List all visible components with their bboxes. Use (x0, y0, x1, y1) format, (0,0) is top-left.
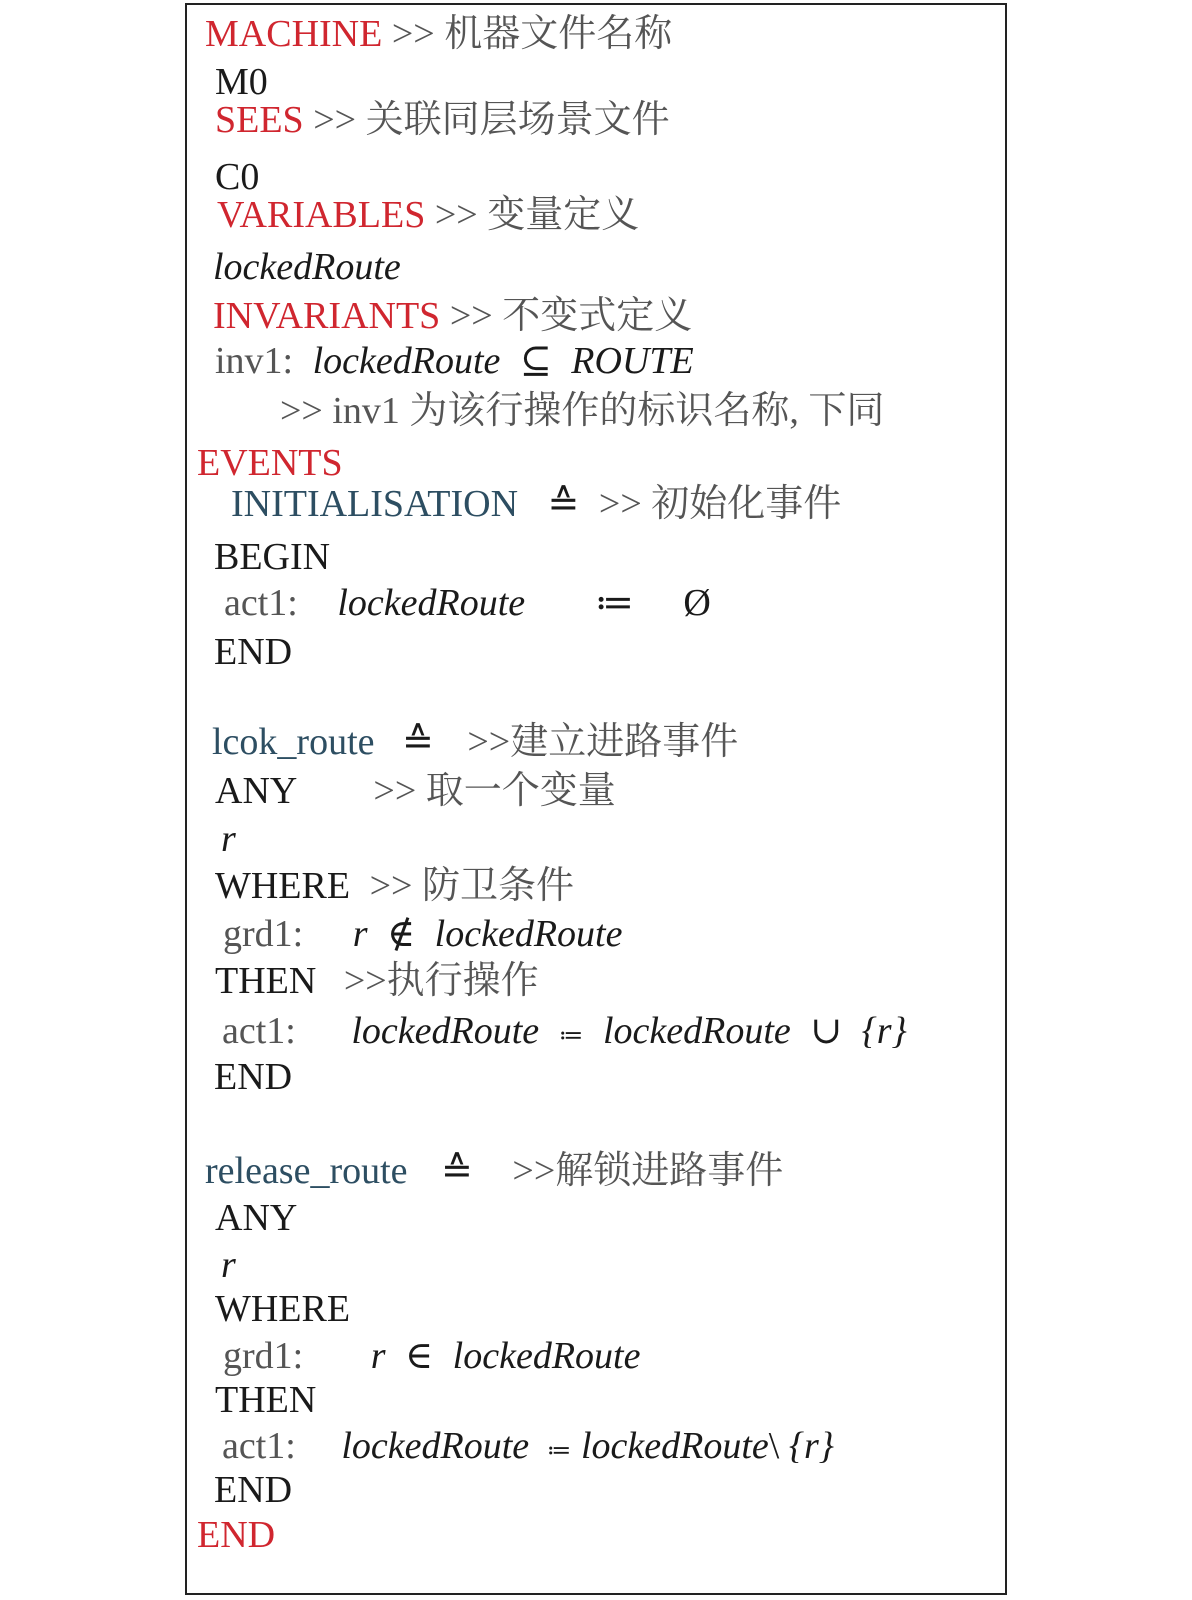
release-grd1-in-symbol: ∈ (405, 1335, 434, 1377)
machine-end-keyword: END (197, 1514, 276, 1556)
initialisation-name: INITIALISATION (231, 483, 519, 525)
lock-act1-label: act1: (222, 1010, 296, 1052)
release-act1-var: lockedRoute (341, 1425, 530, 1467)
inv1-rhs: ROUTE (571, 340, 694, 382)
lock-act1-expr-var: lockedRoute (602, 1010, 791, 1052)
invariants-keyword: INVARIANTS (213, 295, 441, 337)
init-act1-assign: ≔ (594, 582, 634, 624)
events-keyword: EVENTS (197, 442, 343, 484)
release-grd1-lhs: r (370, 1335, 386, 1377)
lock-act1-assign: ≔ (558, 1023, 584, 1049)
lock-grd1-label: grd1: (223, 913, 304, 955)
release-any: ANY (215, 1197, 298, 1239)
variables-comment: >> 变量定义 (434, 194, 640, 236)
invariants-line (213, 297, 692, 335)
release-grd1-label: grd1: (223, 1335, 304, 1377)
invariant-inv1 (215, 342, 694, 380)
initialisation-def-symbol: ≙ (547, 483, 580, 525)
initialisation-header (231, 485, 841, 523)
init-begin: BEGIN (214, 536, 331, 578)
init-act1-emptyset: Ø (683, 582, 711, 624)
release-act1-assign: ≔ (546, 1438, 572, 1464)
lock-grd1-lhs: r (352, 913, 368, 955)
lock-param: r (221, 818, 236, 860)
init-end: END (214, 631, 293, 673)
machine-name: M0 (215, 61, 268, 103)
init-act1 (224, 584, 711, 622)
lock-then-keyword: THEN (215, 960, 317, 1002)
lock-end: END (214, 1056, 293, 1098)
lock-act1-set: {r} (861, 1010, 907, 1052)
lock-route-header (212, 723, 738, 761)
release-act1-label: act1: (222, 1425, 296, 1467)
release-act1-set: {r} (788, 1425, 834, 1467)
lock-act1-union-symbol: ∪ (810, 1010, 843, 1052)
release-end: END (214, 1469, 293, 1511)
release-route-comment: >>解锁进路事件 (512, 1150, 784, 1192)
sees-name: C0 (215, 156, 260, 198)
invariants-comment: >> 不变式定义 (449, 295, 693, 337)
release-act1-setminus-symbol: \ (768, 1425, 780, 1467)
release-act1-expr-var: lockedRoute (580, 1425, 769, 1467)
lock-act1-var: lockedRoute (351, 1010, 540, 1052)
lock-route-then (215, 962, 539, 1000)
release-grd1-rhs: lockedRoute (452, 1335, 641, 1377)
machine-comment: >> 机器文件名称 (391, 13, 673, 55)
machine-line (205, 15, 672, 53)
sees-comment: >> 关联同层场景文件 (313, 99, 670, 141)
lock-route-where (215, 867, 574, 905)
lock-route-any (215, 772, 616, 810)
lock-grd1 (223, 915, 622, 953)
lock-route-name: lcok_route (212, 721, 375, 763)
variables-keyword: VARIABLES (217, 194, 426, 236)
sees-line (215, 101, 670, 139)
release-route-header (205, 1152, 783, 1190)
release-act1 (222, 1427, 834, 1465)
inv1-label: inv1: (215, 340, 294, 382)
init-act1-label: act1: (224, 582, 298, 624)
lock-then-comment: >>执行操作 (343, 960, 539, 1002)
release-route-name: release_route (205, 1150, 408, 1192)
lock-where-comment: >> 防卫条件 (369, 865, 574, 907)
release-grd1 (223, 1337, 640, 1375)
lock-act1 (222, 1012, 907, 1050)
lock-any-comment: >> 取一个变量 (373, 770, 616, 812)
initialisation-comment: >> 初始化事件 (598, 483, 842, 525)
inv1-note: >> inv1 为该行操作的标识名称, 下同 (280, 390, 885, 432)
release-param: r (221, 1244, 236, 1286)
release-then: THEN (215, 1379, 317, 1421)
sees-keyword: SEES (215, 99, 304, 141)
lock-route-def-symbol: ≙ (402, 721, 434, 763)
machine-keyword: MACHINE (205, 13, 383, 55)
release-route-def-symbol: ≙ (441, 1150, 473, 1192)
inv1-lhs: lockedRoute (312, 340, 501, 382)
lock-grd1-rhs: lockedRoute (434, 913, 623, 955)
lock-grd1-notin-symbol: ∉ (387, 913, 416, 955)
lock-where-keyword: WHERE (215, 865, 351, 907)
variable-name: lockedRoute (213, 246, 401, 288)
lock-route-comment: >>建立进路事件 (467, 721, 739, 763)
inv1-subset-symbol: ⊆ (519, 340, 552, 382)
release-where: WHERE (215, 1288, 351, 1330)
variables-line (217, 196, 639, 234)
lock-any-keyword: ANY (215, 770, 296, 812)
init-act1-var: lockedRoute (337, 582, 526, 624)
